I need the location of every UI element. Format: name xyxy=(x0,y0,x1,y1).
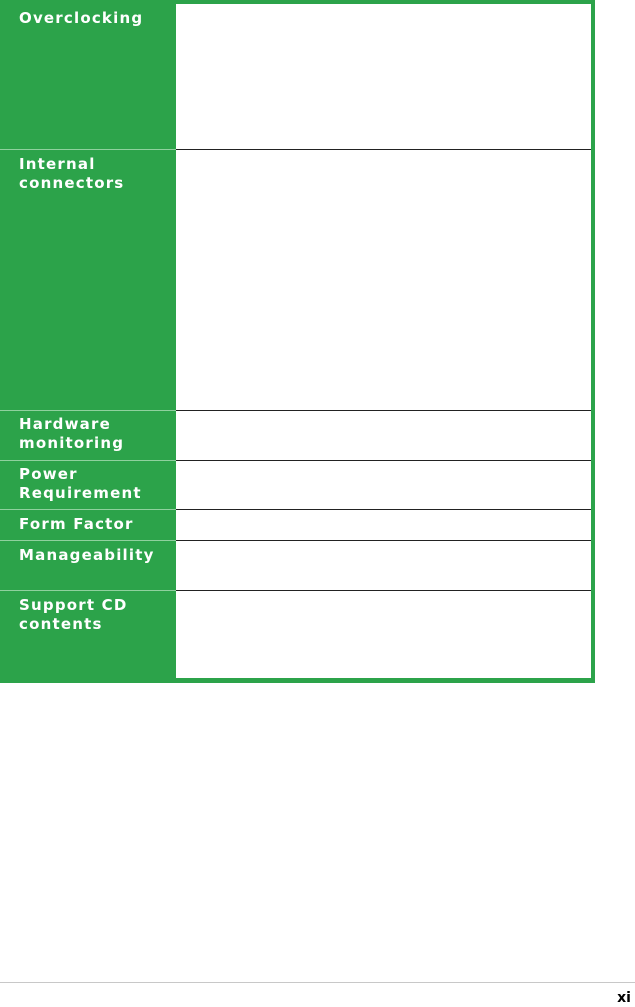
spec-label-power-requirement: Power Requirement xyxy=(19,465,142,502)
spec-value-power-requirement xyxy=(176,461,591,509)
spec-row-manageability xyxy=(0,541,595,590)
spec-row-form-factor xyxy=(0,510,595,540)
spec-label-support-cd-contents: Support CD contents xyxy=(19,596,128,633)
spec-label-form-factor: Form Factor xyxy=(19,515,134,533)
spec-row-hardware-monitoring xyxy=(0,411,595,460)
spec-row-overclocking xyxy=(0,0,595,149)
spec-value-internal-connectors xyxy=(176,150,591,410)
spec-label-manageability: Manageability xyxy=(19,546,155,564)
spec-value-hardware-monitoring xyxy=(176,411,591,460)
spec-label-overclocking: Overclocking xyxy=(19,9,144,27)
spec-value-overclocking xyxy=(176,4,591,149)
page-number: xi xyxy=(617,990,631,1006)
spec-label-internal-connectors: Internal connectors xyxy=(19,155,125,192)
spec-value-form-factor xyxy=(176,510,591,540)
spec-value-manageability xyxy=(176,541,591,590)
footer-divider xyxy=(0,982,635,983)
spec-value-support-cd-contents xyxy=(176,591,591,678)
spec-row-power-requirement xyxy=(0,461,595,509)
spec-label-hardware-monitoring: Hardware monitoring xyxy=(19,415,125,452)
spec-row-support-cd-contents xyxy=(0,591,595,683)
spec-row-internal-connectors xyxy=(0,150,595,410)
